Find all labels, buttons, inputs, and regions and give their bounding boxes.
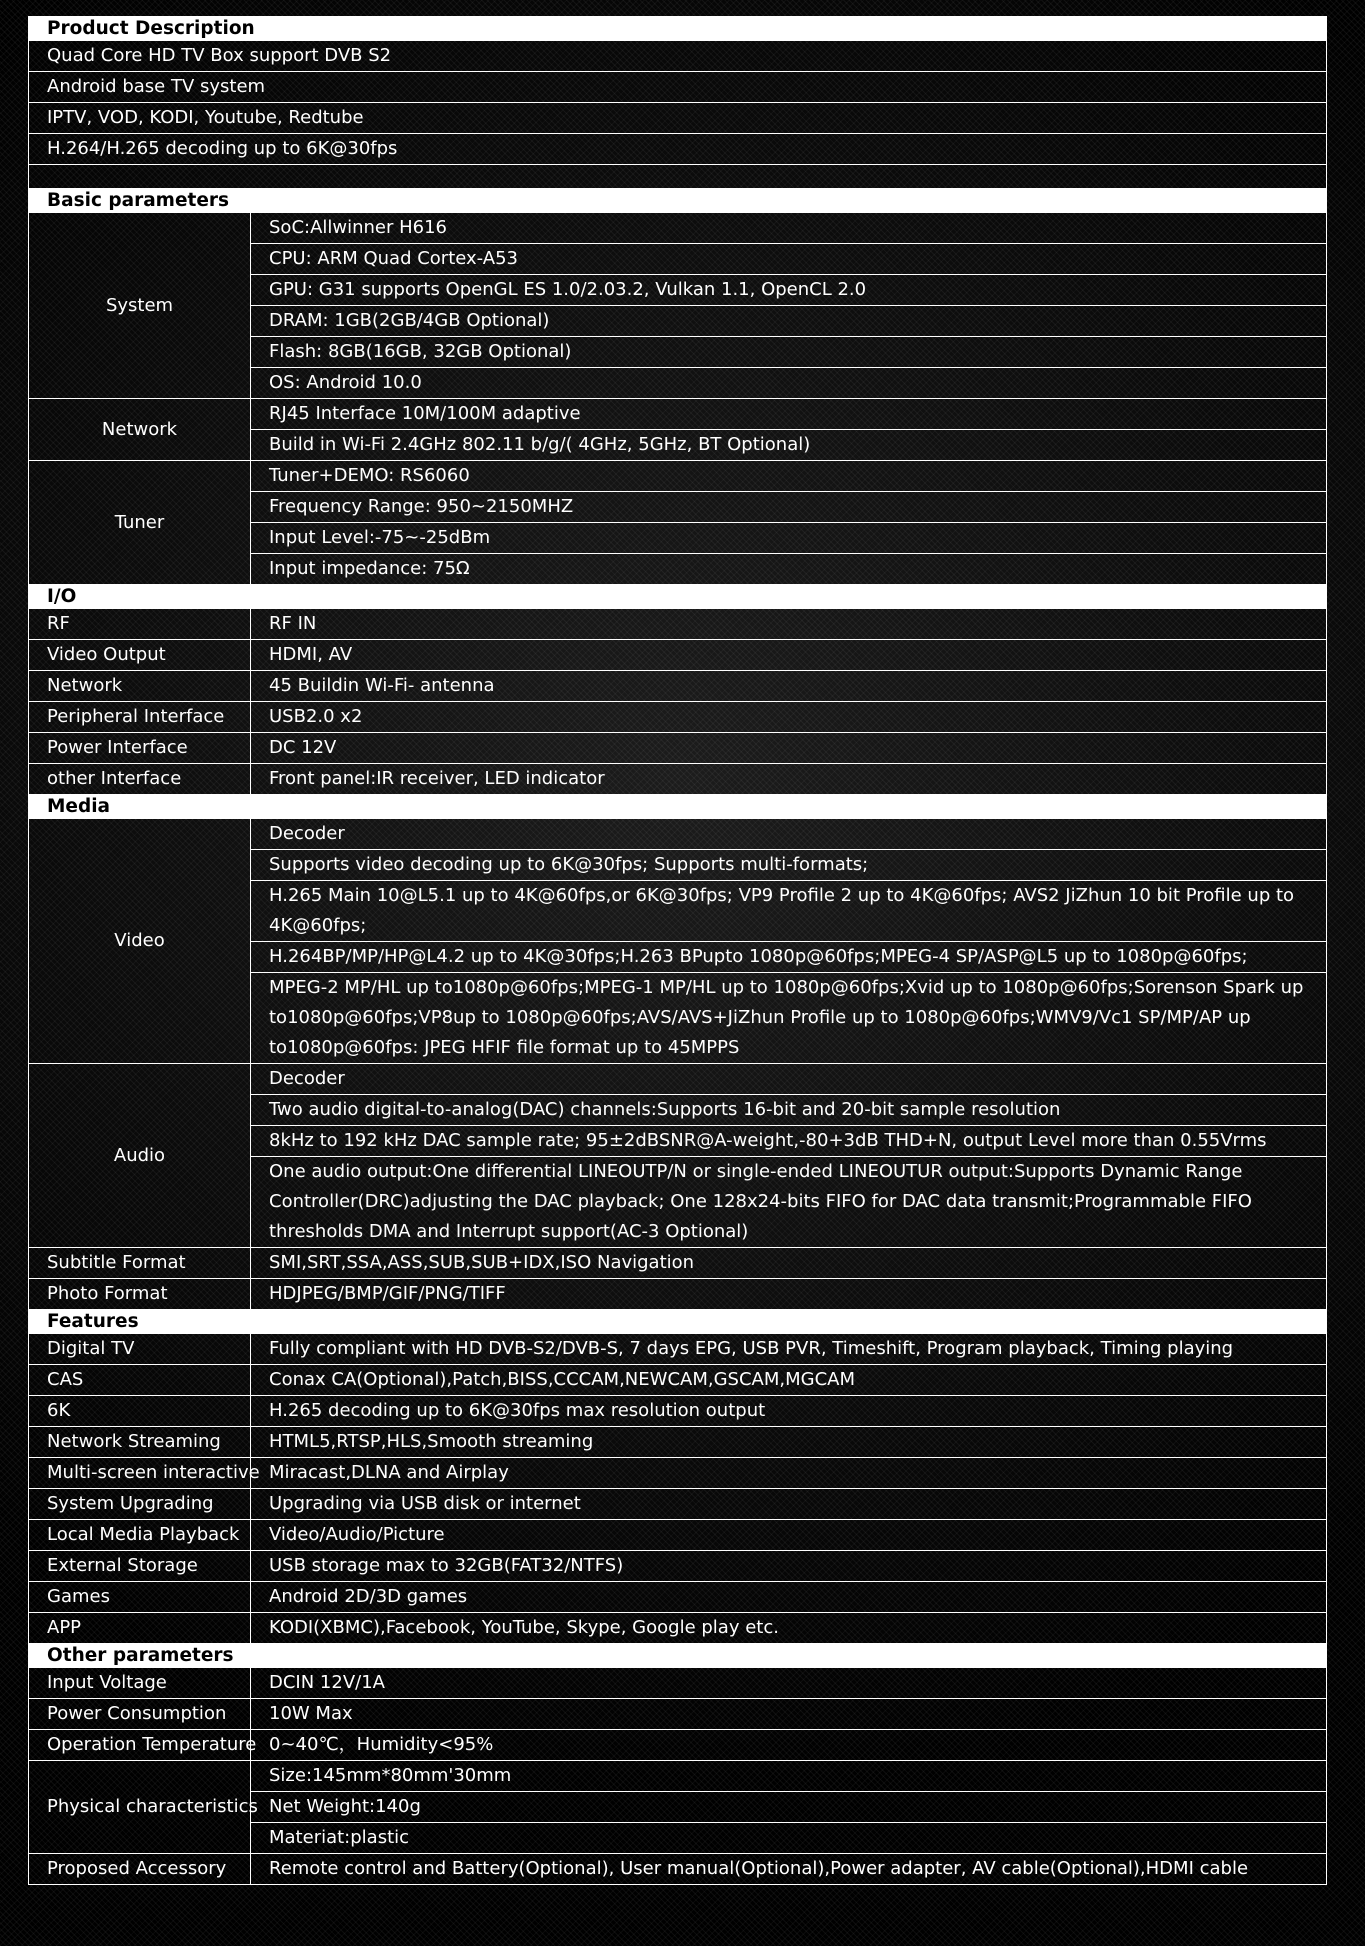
section-title: Features xyxy=(29,1310,1327,1334)
io-key: Power Interface xyxy=(29,733,251,764)
product-item: H.264/H.265 decoding up to 6K@30fps xyxy=(29,134,1327,165)
io-value: DC 12V xyxy=(251,733,1327,764)
feature-value: USB storage max to 32GB(FAT32/NTFS) xyxy=(251,1551,1327,1582)
other-value: DCIN 12V/1A xyxy=(251,1668,1327,1699)
network-label: Network xyxy=(29,399,251,461)
accessory-value: Remote control and Battery(Optional), User manual(Optional),Power adapter, AV cable(Optional),HDMI cable xyxy=(251,1854,1327,1885)
io-value: 45 Buildin Wi-Fi- antenna xyxy=(251,671,1327,702)
section-title: Basic parameters xyxy=(29,189,1327,213)
media-value: HDJPEG/BMP/GIF/PNG/TIFF xyxy=(251,1279,1327,1310)
media-row xyxy=(29,1279,1327,1310)
system-item: Flash: 8GB(16GB, 32GB Optional) xyxy=(251,337,1327,368)
io-value: USB2.0 x2 xyxy=(251,702,1327,733)
io-row xyxy=(29,609,1327,640)
section-title: Product Description xyxy=(29,17,1327,41)
video-item: MPEG-2 MP/HL up to1080p@60fps;MPEG-1 MP/HL up to 1080p@60fps;Xvid up to 1080p@60fps;Sorenson Spark up to1080p@60fps;VP8up to 1080p@60fps;AVS/AVS+JiZhun Profile up to 1080p@60fps;WMV9/Vc1 SP/MP/AP up to1080p@60fps: JPEG HFIF file format up to 45MPPS xyxy=(251,973,1327,1064)
feature-row xyxy=(29,1427,1327,1458)
other-key: Input Voltage xyxy=(29,1668,251,1699)
video-item: Decoder xyxy=(251,819,1327,850)
section-header-basic xyxy=(29,189,1327,213)
feature-key: Games xyxy=(29,1582,251,1613)
system-item: CPU: ARM Quad Cortex-A53 xyxy=(251,244,1327,275)
feature-row xyxy=(29,1458,1327,1489)
spec-table xyxy=(28,16,1327,1885)
io-row xyxy=(29,764,1327,795)
media-row xyxy=(29,1248,1327,1279)
feature-row xyxy=(29,1489,1327,1520)
other-key: Operation Temperature xyxy=(29,1730,251,1761)
io-key: other Interface xyxy=(29,764,251,795)
product-item: Quad Core HD TV Box support DVB S2 xyxy=(29,41,1327,72)
system-item: DRAM: 1GB(2GB/4GB Optional) xyxy=(251,306,1327,337)
section-title: Media xyxy=(29,795,1327,819)
feature-key: Digital TV xyxy=(29,1334,251,1365)
audio-item: One audio output:One differential LINEOUTP/N or single-ended LINEOUTUR output:Supports Dynamic Range Controller(DRC)adjusting the DAC playback; One 128x24-bits FIFO for DAC data transmit;Programmable FIFO thresholds DMA and Interrupt support(AC-3 Optional) xyxy=(251,1157,1327,1248)
feature-value: H.265 decoding up to 6K@30fps max resolution output xyxy=(251,1396,1327,1427)
media-key: Photo Format xyxy=(29,1279,251,1310)
physical-label: Physical characteristics xyxy=(29,1761,251,1854)
feature-value: Android 2D/3D games xyxy=(251,1582,1327,1613)
product-item: IPTV, VOD, KODI, Youtube, Redtube xyxy=(29,103,1327,134)
other-value: 0~40℃，Humidity<95% xyxy=(251,1730,1327,1761)
io-value: Front panel:IR receiver, LED indicator xyxy=(251,764,1327,795)
section-header-other xyxy=(29,1644,1327,1668)
tuner-item: Frequency Range: 950~2150MHZ xyxy=(251,492,1327,523)
physical-item: Materiat:plastic xyxy=(251,1823,1327,1854)
system-item: OS: Android 10.0 xyxy=(251,368,1327,399)
io-key: Peripheral Interface xyxy=(29,702,251,733)
feature-row xyxy=(29,1551,1327,1582)
feature-row xyxy=(29,1613,1327,1644)
feature-key: Local Media Playback xyxy=(29,1520,251,1551)
feature-row xyxy=(29,1365,1327,1396)
io-row xyxy=(29,733,1327,764)
section-header-media xyxy=(29,795,1327,819)
feature-key: System Upgrading xyxy=(29,1489,251,1520)
system-item: GPU: G31 supports OpenGL ES 1.0/2.03.2, Vulkan 1.1, OpenCL 2.0 xyxy=(251,275,1327,306)
audio-item: 8kHz to 192 kHz DAC sample rate; 95±2dBSNR@A-weight,-80+3dB THD+N, output Level more than 0.55Vrms xyxy=(251,1126,1327,1157)
section-title: Other parameters xyxy=(29,1644,1327,1668)
feature-key: 6K xyxy=(29,1396,251,1427)
io-row xyxy=(29,640,1327,671)
video-item: H.265 Main 10@L5.1 up to 4K@60fps,or 6K@30fps; VP9 Profile 2 up to 4K@60fps; AVS2 JiZhun 10 bit Profile up to 4K@60fps; xyxy=(251,881,1327,942)
feature-value: Video/Audio/Picture xyxy=(251,1520,1327,1551)
network-item: Build in Wi-Fi 2.4GHz 802.11 b/g/( 4GHz, 5GHz, BT Optional) xyxy=(251,430,1327,461)
io-key: RF xyxy=(29,609,251,640)
video-item: Supports video decoding up to 6K@30fps; Supports multi-formats; xyxy=(251,850,1327,881)
feature-value: HTML5,RTSP,HLS,Smooth streaming xyxy=(251,1427,1327,1458)
section-header-product xyxy=(29,17,1327,41)
product-row xyxy=(29,41,1327,72)
system-row xyxy=(29,213,1327,244)
tuner-label: Tuner xyxy=(29,461,251,585)
network-row xyxy=(29,399,1327,430)
feature-key: Network Streaming xyxy=(29,1427,251,1458)
tuner-item: Tuner+DEMO: RS6060 xyxy=(251,461,1327,492)
tuner-row xyxy=(29,461,1327,492)
other-row xyxy=(29,1699,1327,1730)
video-item: H.264BP/MP/HP@L4.2 up to 4K@30fps;H.263 BPupto 1080p@60fps;MPEG-4 SP/ASP@L5 up to 1080p@60fps; xyxy=(251,942,1327,973)
system-label: System xyxy=(29,213,251,399)
feature-key: External Storage xyxy=(29,1551,251,1582)
feature-value: Upgrading via USB disk or internet xyxy=(251,1489,1327,1520)
section-header-io xyxy=(29,585,1327,609)
feature-key: APP xyxy=(29,1613,251,1644)
io-row xyxy=(29,702,1327,733)
other-value: 10W Max xyxy=(251,1699,1327,1730)
network-item: RJ45 Interface 10M/100M adaptive xyxy=(251,399,1327,430)
accessory-row xyxy=(29,1854,1327,1885)
io-value: HDMI, AV xyxy=(251,640,1327,671)
product-row xyxy=(29,103,1327,134)
media-value: SMI,SRT,SSA,ASS,SUB,SUB+IDX,ISO Navigation xyxy=(251,1248,1327,1279)
feature-row xyxy=(29,1520,1327,1551)
blank-row xyxy=(29,165,1327,189)
product-item: Android base TV system xyxy=(29,72,1327,103)
tuner-item: Input impedance: 75Ω xyxy=(251,554,1327,585)
audio-row xyxy=(29,1064,1327,1095)
physical-item: Size:145mm*80mm'30mm xyxy=(251,1761,1327,1792)
feature-row xyxy=(29,1334,1327,1365)
other-key: Power Consumption xyxy=(29,1699,251,1730)
accessory-key: Proposed Accessory xyxy=(29,1854,251,1885)
section-title: I/O xyxy=(29,585,1327,609)
other-row xyxy=(29,1730,1327,1761)
other-row xyxy=(29,1668,1327,1699)
feature-value: Miracast,DLNA and Airplay xyxy=(251,1458,1327,1489)
tuner-item: Input Level:-75~-25dBm xyxy=(251,523,1327,554)
feature-value: Conax CA(Optional),Patch,BISS,CCCAM,NEWCAM,GSCAM,MGCAM xyxy=(251,1365,1327,1396)
io-key: Video Output xyxy=(29,640,251,671)
audio-item: Two audio digital-to-analog(DAC) channels:Supports 16-bit and 20-bit sample resolution xyxy=(251,1095,1327,1126)
product-row xyxy=(29,134,1327,165)
video-row xyxy=(29,819,1327,850)
feature-row xyxy=(29,1396,1327,1427)
feature-row xyxy=(29,1582,1327,1613)
feature-key: CAS xyxy=(29,1365,251,1396)
io-value: RF IN xyxy=(251,609,1327,640)
audio-label: Audio xyxy=(29,1064,251,1248)
video-label: Video xyxy=(29,819,251,1064)
feature-key: Multi-screen interactive xyxy=(29,1458,251,1489)
system-item: SoC:Allwinner H616 xyxy=(251,213,1327,244)
media-key: Subtitle Format xyxy=(29,1248,251,1279)
feature-value: Fully compliant with HD DVB-S2/DVB-S, 7 days EPG, USB PVR, Timeshift, Program playback, Timing playing xyxy=(251,1334,1327,1365)
physical-item: Net Weight:140g xyxy=(251,1792,1327,1823)
physical-row xyxy=(29,1761,1327,1792)
feature-value: KODI(XBMC),Facebook, YouTube, Skype, Google play etc. xyxy=(251,1613,1327,1644)
section-header-features xyxy=(29,1310,1327,1334)
io-row xyxy=(29,671,1327,702)
product-row xyxy=(29,72,1327,103)
io-key: Network xyxy=(29,671,251,702)
audio-item: Decoder xyxy=(251,1064,1327,1095)
